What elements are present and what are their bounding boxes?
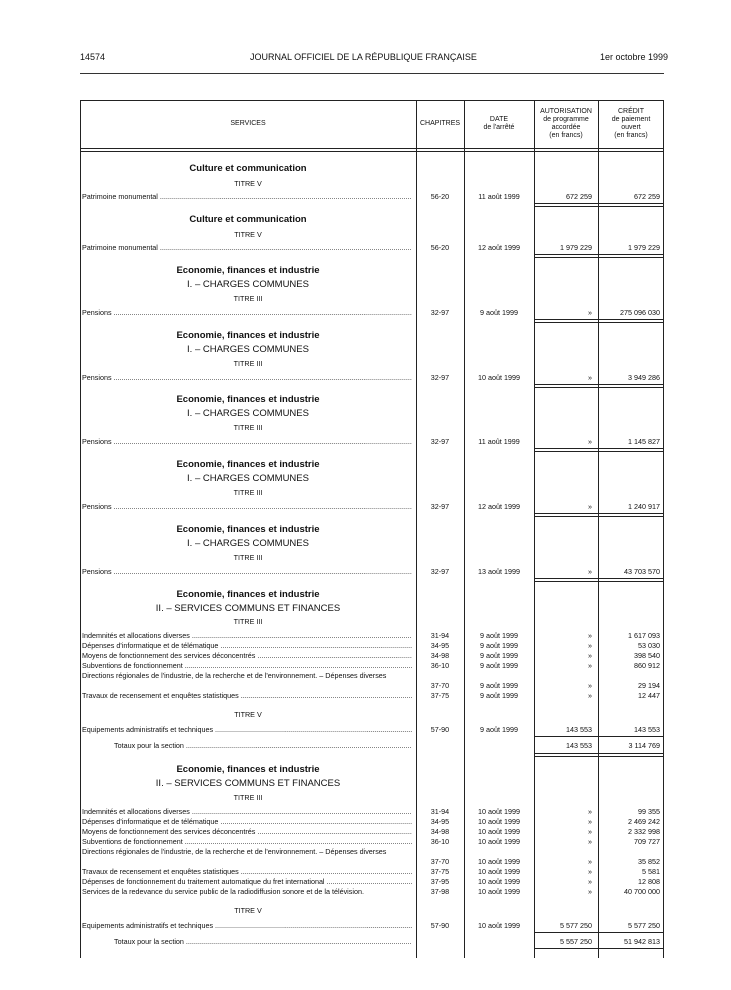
row-autorisation: » — [588, 651, 592, 660]
row-date: 9 août 1999 — [480, 308, 518, 317]
row-chapitre: 37-95 — [430, 877, 450, 886]
row-autorisation: » — [588, 827, 592, 836]
section-title: Economie, finances et industrie — [176, 524, 320, 535]
row-autorisation: 1 979 229 — [560, 243, 592, 252]
row-label: Directions régionales de l'industrie, de la recherche et de l'environnement. – Dépenses diverses — [82, 847, 387, 856]
col-header-date-line1: DATE — [489, 116, 509, 123]
row-autorisation: » — [588, 817, 592, 826]
row-credit: 2 469 242 — [628, 817, 660, 826]
total-label: Totaux pour la section ..... — [114, 937, 412, 947]
table-row — [80, 691, 664, 701]
row-chapitre: 34-95 — [430, 817, 450, 826]
row-chapitre: 37-75 — [430, 691, 450, 700]
row-autorisation: » — [588, 877, 592, 886]
table-row — [80, 725, 664, 735]
row-credit: 12 447 — [638, 691, 660, 700]
table-row — [80, 502, 664, 512]
col-header-auth-line2: de programme — [543, 116, 589, 123]
row-autorisation: 5 577 250 — [560, 921, 592, 930]
row-credit: 5 581 — [642, 867, 660, 876]
amount-separator — [534, 448, 664, 452]
row-date: 11 août 1999 — [478, 437, 520, 446]
table-row — [80, 192, 664, 202]
row-date: 9 août 1999 — [480, 691, 518, 700]
row-label: Patrimoine monumental ..... — [82, 192, 412, 202]
row-date: 10 août 1999 — [478, 867, 520, 876]
table-row — [80, 651, 664, 661]
row-autorisation: » — [588, 887, 592, 896]
amount-separator — [534, 319, 664, 323]
row-autorisation: » — [588, 867, 592, 876]
row-credit: 275 096 030 — [620, 308, 660, 317]
row-autorisation: » — [588, 437, 592, 446]
section-subtitle: II. – SERVICES COMMUNS ET FINANCES — [155, 778, 341, 789]
row-chapitre: 37-75 — [430, 867, 450, 876]
row-date: 13 août 1999 — [478, 567, 520, 576]
row-label: Subventions de fonctionnement ..... — [82, 661, 412, 671]
row-label: Moyens de fonctionnement des services déconcentrés ..... — [82, 827, 412, 837]
section-subtitle: I. – CHARGES COMMUNES — [187, 473, 309, 484]
table-row — [80, 867, 664, 877]
row-label: Moyens de fonctionnement des services déconcentrés ..... — [82, 651, 412, 661]
row-credit: 53 030 — [638, 641, 660, 650]
section-titre: TITRE III — [233, 488, 263, 497]
row-autorisation: » — [588, 308, 592, 317]
row-autorisation: 672 259 — [566, 192, 592, 201]
row-label: Patrimoine monumental ..... — [82, 243, 412, 253]
row-date: 9 août 1999 — [480, 725, 518, 734]
amount-separator — [534, 384, 664, 388]
row-chapitre: 57-90 — [430, 921, 450, 930]
col-header-credit — [598, 100, 664, 148]
row-chapitre: 36-10 — [430, 661, 450, 670]
col-header-auth-line1: AUTORISATION — [540, 108, 592, 115]
total-label: Totaux pour la section ..... — [114, 741, 412, 751]
row-credit: 143 553 — [634, 725, 660, 734]
credits-table — [80, 100, 664, 958]
row-chapitre: 37-98 — [430, 887, 450, 896]
header-rule — [80, 73, 664, 74]
row-chapitre: 32-97 — [430, 437, 450, 446]
section-titre: TITRE III — [233, 294, 263, 303]
amount-separator — [534, 513, 664, 517]
row-chapitre: 32-97 — [430, 373, 450, 382]
table-row — [80, 877, 664, 887]
col-header-services-label: SERVICES — [230, 120, 266, 127]
row-label: Equipements administratifs et techniques ..... — [82, 921, 412, 931]
section-title: Economie, finances et industrie — [176, 394, 320, 405]
row-credit: 29 194 — [638, 681, 660, 690]
row-chapitre: 36-10 — [430, 837, 450, 846]
section-title: Economie, finances et industrie — [176, 330, 320, 341]
row-chapitre: 57-90 — [430, 725, 450, 734]
row-label: Pensions ..... — [82, 308, 412, 318]
row-autorisation: » — [588, 661, 592, 670]
row-autorisation: » — [588, 502, 592, 511]
row-autorisation: » — [588, 567, 592, 576]
table-row — [80, 837, 664, 847]
section-titre: TITRE V — [234, 230, 262, 239]
section-subtitle: I. – CHARGES COMMUNES — [187, 538, 309, 549]
row-credit: 398 540 — [634, 651, 660, 660]
table-row — [80, 243, 664, 253]
section-title: Economie, finances et industrie — [176, 459, 320, 470]
row-label: Pensions ..... — [82, 567, 412, 577]
row-credit: 1 979 229 — [628, 243, 660, 252]
row-chapitre: 37-70 — [430, 857, 450, 866]
col-header-autorisation — [534, 100, 598, 148]
journal-title: JOURNAL OFFICIEL DE LA RÉPUBLIQUE FRANÇAISE — [250, 52, 477, 62]
table-row — [80, 437, 664, 447]
row-credit: 1 145 827 — [628, 437, 660, 446]
table-row — [80, 807, 664, 817]
row-date: 9 août 1999 — [480, 651, 518, 660]
table-row — [80, 887, 664, 897]
issue-date: 1er octobre 1999 — [600, 52, 669, 62]
table-row — [80, 631, 664, 641]
total-autorisation: 5 557 250 — [560, 937, 592, 946]
table-row — [80, 921, 664, 931]
row-date: 10 août 1999 — [478, 837, 520, 846]
row-credit: 12 808 — [638, 877, 660, 886]
section-subtitle: I. – CHARGES COMMUNES — [187, 408, 309, 419]
row-date: 12 août 1999 — [478, 243, 520, 252]
row-autorisation: » — [588, 807, 592, 816]
col-header-auth-line4: (en francs) — [549, 132, 583, 139]
row-chapitre: 34-95 — [430, 641, 450, 650]
row-label: Equipements administratifs et techniques ..... — [82, 725, 412, 735]
total-row — [80, 937, 664, 947]
row-autorisation: » — [588, 373, 592, 382]
amount-separator — [534, 203, 664, 207]
amount-separator — [534, 753, 664, 757]
row-date: 10 août 1999 — [478, 887, 520, 896]
row-date: 10 août 1999 — [478, 373, 520, 382]
amount-separator — [534, 932, 664, 933]
row-autorisation: » — [588, 631, 592, 640]
table-row — [80, 817, 664, 827]
row-label: Indemnités et allocations diverses ..... — [82, 807, 412, 817]
section-subtitle: II. – SERVICES COMMUNS ET FINANCES — [155, 603, 341, 614]
row-credit: 1 617 093 — [628, 631, 660, 640]
section-title: Culture et communication — [189, 163, 307, 174]
row-credit: 672 259 — [634, 192, 660, 201]
amount-separator — [534, 578, 664, 582]
row-label: Indemnités et allocations diverses ..... — [82, 631, 412, 641]
amount-separator — [534, 736, 664, 737]
row-label: Services de la redevance du service public de la radiodiffusion sonore et de la télévision. — [82, 887, 364, 896]
row-date: 10 août 1999 — [478, 877, 520, 886]
row-credit: 35 852 — [638, 857, 660, 866]
table-row — [80, 847, 664, 867]
section-titre: TITRE V — [234, 710, 262, 719]
section-title: Culture et communication — [189, 214, 307, 225]
row-label: Travaux de recensement et enquêtes statistiques ..... — [82, 691, 412, 701]
row-credit: 860 912 — [634, 661, 660, 670]
col-header-chapitres — [416, 100, 464, 148]
row-chapitre: 56-20 — [430, 243, 450, 252]
total-credit: 3 114 769 — [628, 741, 660, 750]
row-date: 12 août 1999 — [478, 502, 520, 511]
col-header-date-line2: de l'arrêté — [483, 124, 515, 131]
row-label: Dépenses d'informatique et de télématique ..... — [82, 817, 412, 827]
row-autorisation: » — [588, 641, 592, 650]
row-label: Directions régionales de l'industrie, de la recherche et de l'environnement. – Dépenses diverses — [82, 671, 387, 680]
col-header-credit-line4: (en francs) — [614, 132, 648, 139]
row-credit: 5 577 250 — [628, 921, 660, 930]
table-header-separator-2 — [80, 151, 664, 152]
col-header-services — [80, 100, 416, 148]
row-date: 9 août 1999 — [480, 661, 518, 670]
row-label: Subventions de fonctionnement ..... — [82, 837, 412, 847]
row-chapitre: 34-98 — [430, 651, 450, 660]
table-row — [80, 827, 664, 837]
section-title: Economie, finances et industrie — [176, 589, 320, 600]
row-credit: 1 240 917 — [628, 502, 660, 511]
row-autorisation: » — [588, 837, 592, 846]
table-row — [80, 567, 664, 577]
row-chapitre: 32-97 — [430, 567, 450, 576]
table-row — [80, 641, 664, 651]
col-header-credit-line1: CRÉDIT — [617, 108, 645, 115]
col-header-credit-line2: de paiement — [611, 116, 651, 123]
row-credit: 99 355 — [638, 807, 660, 816]
section-titre: TITRE V — [234, 906, 262, 915]
col-header-chapitres-label: CHAPITRES — [419, 120, 461, 127]
section-title: Economie, finances et industrie — [176, 764, 320, 775]
row-label: Pensions ..... — [82, 502, 412, 512]
section-titre: TITRE III — [233, 553, 263, 562]
section-titre: TITRE III — [233, 793, 263, 802]
total-row — [80, 741, 664, 751]
section-titre: TITRE III — [233, 423, 263, 432]
row-chapitre: 32-97 — [430, 308, 450, 317]
table-row — [80, 373, 664, 383]
col-header-date — [464, 100, 534, 148]
row-credit: 709 727 — [634, 837, 660, 846]
table-row — [80, 671, 664, 691]
total-credit: 51 942 813 — [624, 937, 660, 946]
row-label: Dépenses d'informatique et de télématique ..... — [82, 641, 412, 651]
amount-separator — [534, 254, 664, 258]
amount-separator — [534, 948, 664, 949]
section-titre: TITRE III — [233, 359, 263, 368]
row-date: 9 août 1999 — [480, 681, 518, 690]
row-chapitre: 31-94 — [430, 631, 450, 640]
total-autorisation: 143 553 — [566, 741, 592, 750]
row-chapitre: 56-20 — [430, 192, 450, 201]
table-header-separator — [80, 148, 664, 149]
row-date: 10 août 1999 — [478, 807, 520, 816]
table-row — [80, 308, 664, 318]
section-subtitle: I. – CHARGES COMMUNES — [187, 344, 309, 355]
row-chapitre: 37-70 — [430, 681, 450, 690]
row-label: Dépenses de fonctionnement du traitement automatique du fret international ..... — [82, 877, 412, 887]
section-titre: TITRE V — [234, 179, 262, 188]
row-date: 11 août 1999 — [478, 192, 520, 201]
row-date: 10 août 1999 — [478, 827, 520, 836]
row-autorisation: 143 553 — [566, 725, 592, 734]
row-credit: 3 949 286 — [628, 373, 660, 382]
row-chapitre: 34-98 — [430, 827, 450, 836]
section-subtitle: I. – CHARGES COMMUNES — [187, 279, 309, 290]
row-label: Travaux de recensement et enquêtes statistiques ..... — [82, 867, 412, 877]
row-autorisation: » — [588, 691, 592, 700]
row-credit: 40 700 000 — [624, 887, 660, 896]
col-header-auth-line3: accordée — [551, 124, 581, 131]
col-header-credit-line3: ouvert — [621, 124, 641, 131]
row-date: 10 août 1999 — [478, 921, 520, 930]
row-date: 10 août 1999 — [478, 857, 520, 866]
page-number: 14574 — [80, 52, 106, 62]
table-row — [80, 661, 664, 671]
row-label: Pensions ..... — [82, 437, 412, 447]
row-label: Pensions ..... — [82, 373, 412, 383]
section-title: Economie, finances et industrie — [176, 265, 320, 276]
row-date: 9 août 1999 — [480, 631, 518, 640]
row-date: 10 août 1999 — [478, 817, 520, 826]
row-credit: 2 332 998 — [628, 827, 660, 836]
section-titre: TITRE III — [233, 617, 263, 626]
row-autorisation: » — [588, 681, 592, 690]
row-credit: 43 703 570 — [624, 567, 660, 576]
row-date: 9 août 1999 — [480, 641, 518, 650]
row-autorisation: » — [588, 857, 592, 866]
row-chapitre: 32-97 — [430, 502, 450, 511]
row-chapitre: 31-94 — [430, 807, 450, 816]
